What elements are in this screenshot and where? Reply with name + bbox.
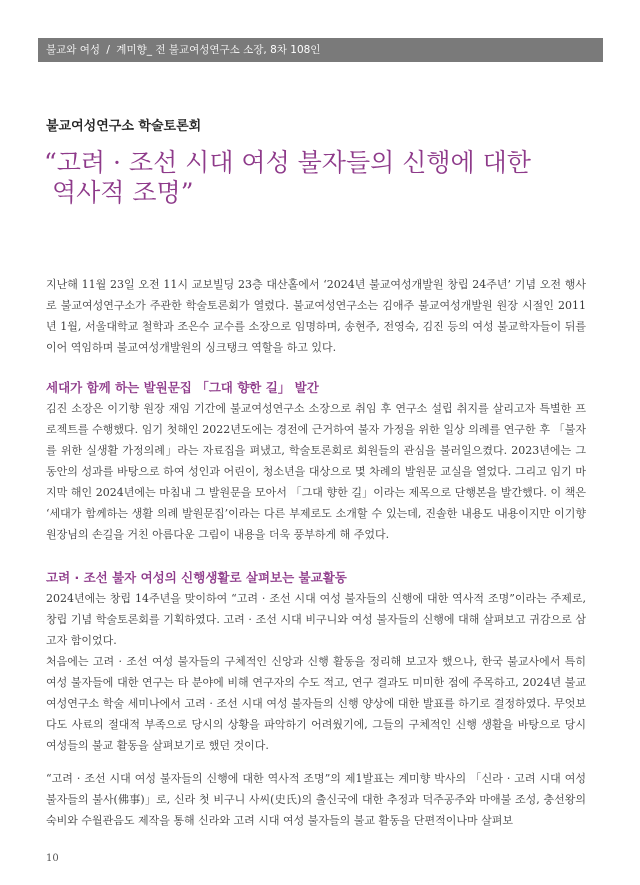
section-2-paragraph-3: “고려 · 조선 시대 여성 불자들의 신행에 대한 역사적 조명”의 제1발표는 계미향 박사의 「신라 · 고려 시대 여성 불자들의 불사(佛事)」로, 신라 첫 비구니 사씨(史氏)의 출신국에 대한 추정과 덕주공주와 마애불 조성, 충선왕의 숙비와 수월관음도 제작을 통해 신라와 고려 시대 여성 불자들의 불교 활동을 단편적이나마 살펴보 <box>46 772 586 827</box>
section-2-continued <box>46 768 586 831</box>
header-section: 불교와 여성 <box>46 44 101 56</box>
section-1-paragraph: 김진 소장은 이기향 원장 재임 기간에 불교여성연구소 소장으로 취임 후 연구소 설립 취지를 살리고자 특별한 프로젝트를 수행했다. 임기 첫해인 2022년도에는 경전에 근거하여 불자 가정을 위한 일상 의례를 연구한 후 「불자를 위한 실생활 가정의례」라는 자료집을 펴냈고, 학술토론회로 회원들의 관심을 불러일으켰다. 2023년에는 그동안의 성과를 바탕으로 하여 성인과 어린이, 청소년을 대상으로 몇 차례의 발원문 교실을 열었다. 그리고 임기 마지막 해인 2024년에는 마침내 그 발원문을 모아서 「그대 향한 길」이라는 제목으로 단행본을 발간했다. 이 책은 ‘세대가 함께하는 생활 의례 발원문집’이라는 다른 부제로도 소개할 수 있는데, 진솔한 내용도 내용이지만 이기향 원장님의 손길을 거친 아름다운 그림이 내용을 더욱 풍부하게 해 주었다. <box>46 402 586 541</box>
header-author: 계미향 <box>116 44 147 56</box>
kicker: 불교여성연구소 학술토론회 <box>46 119 202 134</box>
section-2-paragraph-1: 2024년에는 창립 14주년을 맞이하여 “고려 · 조선 시대 여성 불자들의 신행에 대한 역사적 조명”이라는 주제로, 창립 기념 학술토론회를 기획하였다. 고려 · 조선 시대 비구니와 여성 불자들의 신행에 대해 살펴보고 귀감으로 삼고자 함이었다. <box>46 592 586 647</box>
intro-paragraph: 지난해 11월 23일 오전 11시 교보빌딩 23층 대산홀에서 ‘2024년 불교여성개발원 창립 24주년’ 기념 오전 행사로 불교여성연구소가 주관한 학술토론회가 열렸다. 불교여성연구소는 김애주 불교여성개발원 원장 시절인 2011년 1월, 서울대학교 철학과 조은수 교수를 소장으로 임명하며, 송현주, 전영숙, 김진 등의 여성 불교학자들이 뒤를 이어 역임하며 불교여성개발원의 싱크탱크 역할을 하고 있다. <box>46 278 586 354</box>
page-number: 10 <box>46 853 59 864</box>
section-2-paragraph-2: 처음에는 고려 · 조선 여성 불자들의 구체적인 신앙과 신행 활동을 정리해 보고자 했으나, 한국 불교사에서 특히 여성 불자들에 대한 연구는 타 분야에 비해 연구자의 수도 적고, 연구 결과도 미미한 점에 주목하고, 2024년 불교여성연구소 학술 세미나에서 고려 · 조선 시대 여성 불자들의 신행 양상에 대한 발표를 하기로 결정하였다. 무엇보다도 사료의 절대적 부족으로 당시의 상황을 파악하기 어려웠기에, 그들의 구체적인 신행 생활을 바탕으로 당시 여성들의 불교 활동을 살펴보기로 했던 것이다. <box>46 655 586 752</box>
intro-block <box>46 274 586 358</box>
section-2 <box>46 568 586 756</box>
title-line-1: “고려 · 조선 시대 여성 불자들의 신행에 대한 <box>44 148 531 177</box>
running-header <box>38 38 603 62</box>
section-2-heading: 고려 · 조선 불자 여성의 신행생활로 살펴보는 불교활동 <box>46 570 347 585</box>
header-separator: / <box>106 44 110 56</box>
article-title <box>44 148 604 208</box>
header-author-note: _ 전 불교여성연구소 소장, 8차 108인 <box>146 44 321 56</box>
title-line-2: 역사적 조명” <box>52 178 194 207</box>
section-1-heading: 세대가 함께 하는 발원문집 「그대 향한 길」 발간 <box>46 380 319 395</box>
section-1 <box>46 378 586 545</box>
